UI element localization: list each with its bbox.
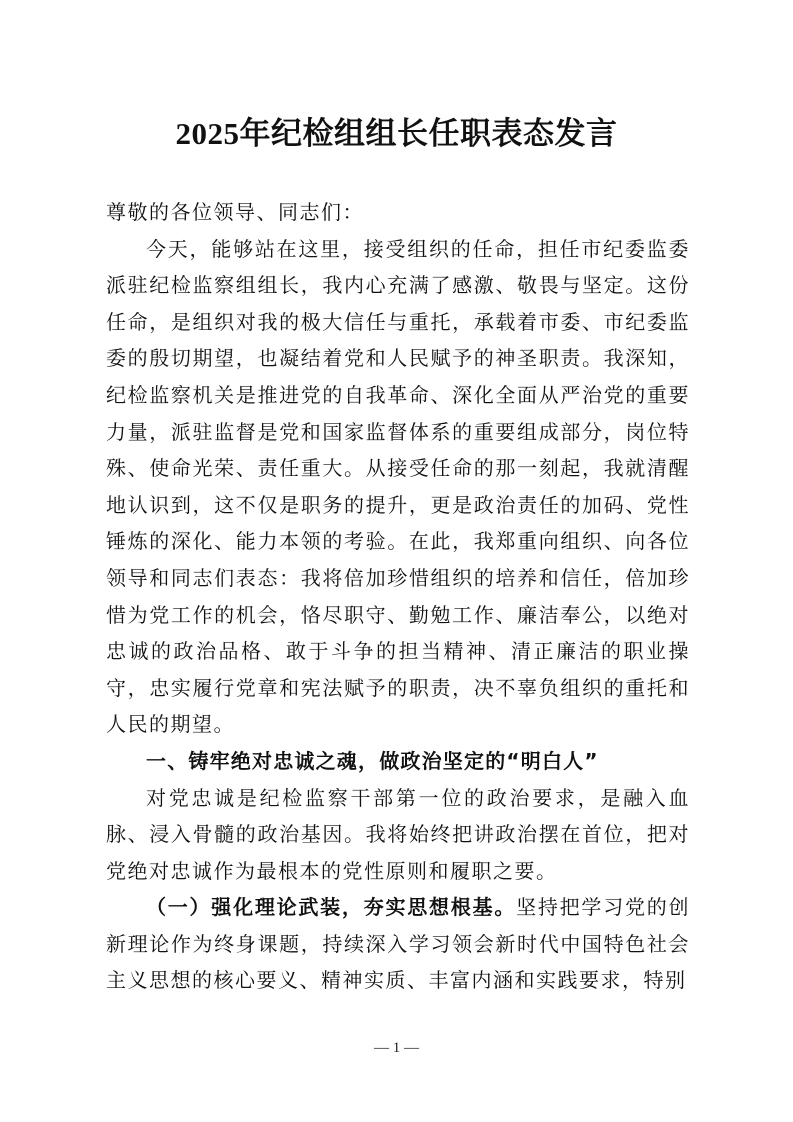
subsection-1-text: 坚持把学习党的创新理论作为终身课题，持续深入学习领会新时代中国特色社会主义思想的核心要义、精神实质、丰富内涵和实践要求，特别 bbox=[106, 895, 691, 993]
page-title: 2025年纪检组组长任职表态发言 bbox=[175, 116, 618, 151]
salutation: 尊敬的各位领导、同志们： bbox=[106, 200, 364, 224]
subsection-1-heading: （一）强化理论武装，夯实思想根基。 bbox=[146, 895, 517, 920]
section-1-heading: 一、铸牢绝对忠诚之魂，做政治坚定的“明白人” bbox=[146, 748, 599, 773]
section-1-paragraph: 对党忠诚是纪检监察干部第一位的政治要求，是融入血脉、浸入骨髓的政治基因。我将始终把讲政治摆在首位，把对党绝对忠诚作为最根本的党性原则和履职之要。 bbox=[106, 785, 690, 883]
document-body bbox=[106, 194, 690, 999]
page-number: — 1 — bbox=[374, 1040, 419, 1056]
intro-paragraph: 今天，能够站在这里，接受组织的任命，担任市纪委监委派驻纪检监察组组长，我内心充满了感激、敬畏与坚定。这份任命，是组织对我的极大信任与重托，承载着市委、市纪委监委的殷切期望，也凝结着党和人民赋予的神圣职责。我深知，纪检监察机关是推进党的自我革命、深化全面从严治党的重要力量，派驻监督是党和国家监督体系的重要组成部分，岗位特殊、使命光荣、责任重大。从接受任命的那一刻起，我就清醒地认识到，这不仅是职务的提升，更是政治责任的加码、党性锤炼的深化、能力本领的考验。在此，我郑重向组织、向各位领导和同志们表态：我将倍加珍惜组织的培养和信任，倍加珍惜为党工作的机会，恪尽职守、勤勉工作、廉洁奉公，以绝对忠诚的政治品格、敢于斗争的担当精神、清正廉洁的职业操守，忠实履行党章和宪法赋予的职责，决不辜负组织的重托和人民的期望。 bbox=[106, 236, 690, 737]
subsection-1-paragraph bbox=[106, 889, 690, 999]
